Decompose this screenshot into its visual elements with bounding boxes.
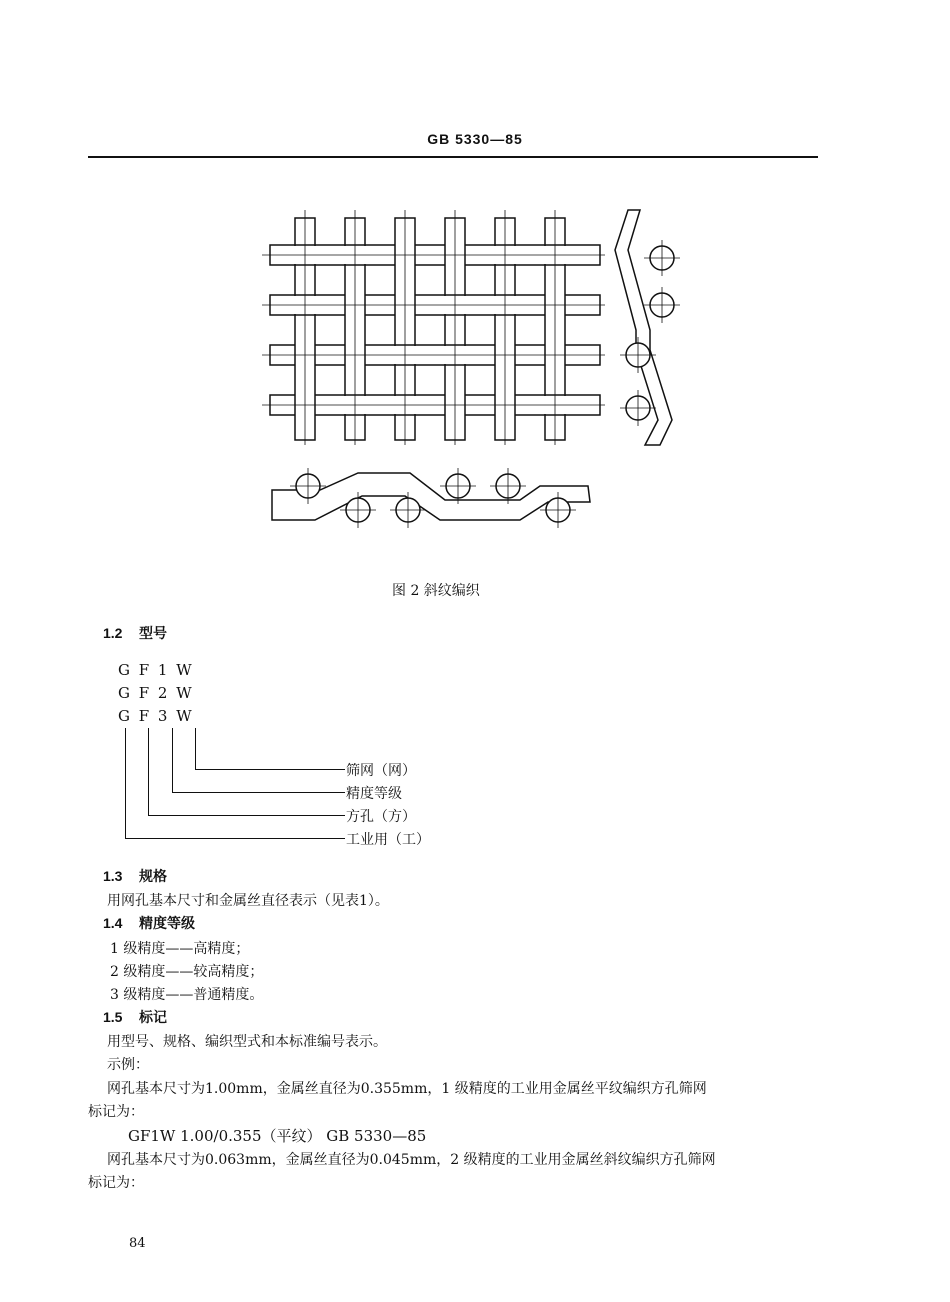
section-1-5-text: 用型号、规格、编织型式和本标准编号表示。: [107, 1034, 387, 1050]
example-2-mark-label: 标记为：: [88, 1175, 144, 1191]
precision-item-1: 1 级精度——高精度；: [110, 941, 250, 957]
precision-item-2: 2 级精度——较高精度；: [110, 964, 264, 980]
model-code-2: G F 2 W: [118, 684, 194, 702]
section-1-2-heading: 1.2 型号: [103, 625, 167, 642]
label-precision: 精度等级: [346, 786, 402, 802]
label-screen: 筛网（网）: [346, 763, 416, 779]
header-rule: [88, 156, 818, 158]
precision-item-3: 3 级精度——普通精度。: [110, 987, 264, 1003]
figure-caption: 图 2 斜纹编织: [392, 583, 480, 599]
example-1-text: 网孔基本尺寸为1.00mm，金属丝直径为0.355mm，1 级精度的工业用金属丝平纹编织方孔筛网: [107, 1081, 707, 1097]
example-1-code: GF1W 1.00/0.355（平纹） GB 5330—85: [128, 1127, 427, 1145]
example-label: 示例：: [107, 1057, 149, 1073]
model-code-3: G F 3 W: [118, 707, 194, 725]
section-1-4-heading: 1.4 精度等级: [103, 915, 195, 932]
bottom-profile-wire: [272, 473, 590, 520]
page-number: 84: [129, 1236, 146, 1251]
label-square-hole: 方孔（方）: [346, 809, 416, 825]
section-1-3-heading: 1.3 规格: [103, 868, 167, 885]
example-2-text: 网孔基本尺寸为0.063mm，金属丝直径为0.045mm，2 级精度的工业用金属丝斜纹编织方孔筛网: [107, 1152, 716, 1168]
twill-weave-figure: [0, 190, 950, 550]
model-code-1: G F 1 W: [118, 661, 194, 679]
label-industrial: 工业用（工）: [346, 832, 430, 848]
section-1-5-heading: 1.5 标记: [103, 1009, 167, 1026]
header-title: GB 5330—85: [427, 131, 523, 147]
section-1-3-text: 用网孔基本尺寸和金属丝直径表示（见表1）。: [107, 893, 389, 909]
example-1-mark-label: 标记为：: [88, 1104, 144, 1120]
